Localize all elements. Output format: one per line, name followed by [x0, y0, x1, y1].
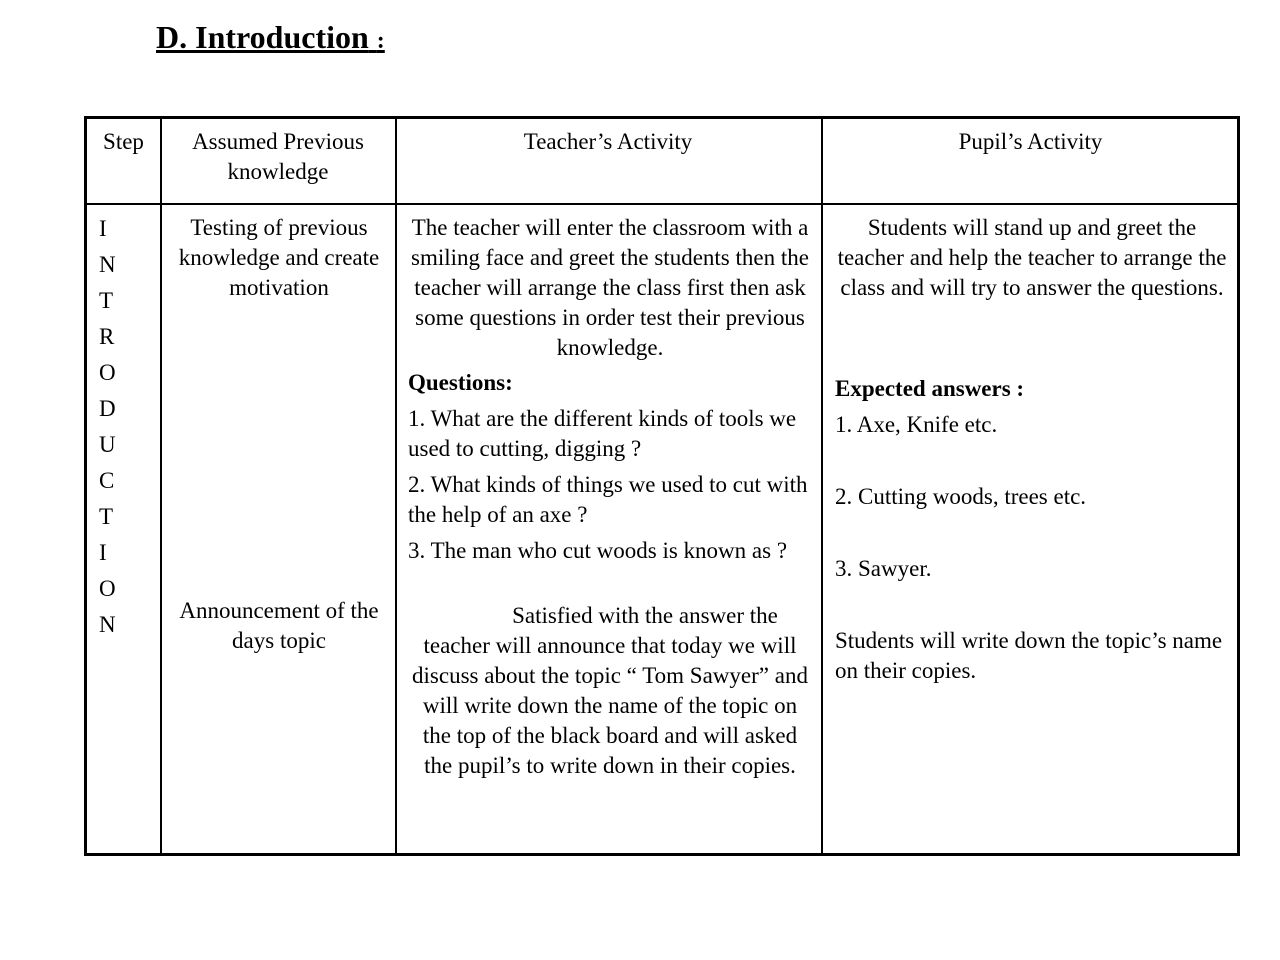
- teacher-intro: The teacher will enter the classroom with a smiling face and greet the students then the teacher will arrange the class first then ask some questions in order test their previous knowledge.: [411, 215, 809, 360]
- teacher-questions-label: Questions:: [408, 370, 513, 395]
- teacher-question-1: 1. What are the different kinds of tools we used to cutting, digging ?: [408, 406, 797, 461]
- pupil-intro: Students will stand up and greet the teacher and help the teacher to arrange the class and will try to answer the questions.: [837, 215, 1227, 300]
- step-letter: C: [99, 468, 115, 493]
- step-letter: R: [99, 324, 115, 349]
- step-letter: D: [99, 396, 116, 421]
- teacher-announcement: Satisfied with the answer the teacher will announce that today we will discuss about the topic “ Tom Sawyer” and will write down the name of the topic on the top of the black board and will asked the pupil’s to write down in their copies.: [412, 603, 808, 778]
- pupil-answer-2: 2. Cutting woods, trees etc.: [835, 484, 1087, 509]
- page-title-text: D. Introduction: [156, 19, 369, 55]
- step-letter: N: [99, 612, 116, 637]
- teacher-question-3: 3. The man who cut woods is known as ?: [408, 538, 788, 563]
- header-assumed-knowledge: Assumed Previous knowledge: [192, 129, 364, 184]
- header-teacher-activity: Teacher’s Activity: [523, 129, 693, 154]
- header-divider: [87, 203, 1237, 205]
- step-letter: T: [99, 504, 114, 529]
- pupil-final: Students will write down the topic’s name on their copies.: [835, 628, 1223, 683]
- column-divider: [821, 119, 823, 853]
- assumed-announcement: Announcement of the days topic: [179, 598, 379, 653]
- lesson-table: [84, 116, 1240, 856]
- header-pupil-activity: Pupil’s Activity: [958, 129, 1103, 154]
- pupil-answers-label: Expected answers :: [835, 376, 1025, 401]
- teacher-question-2: 2. What kinds of things we used to cut with the help of an axe ?: [408, 472, 808, 527]
- column-divider: [395, 119, 397, 853]
- step-letter: I: [99, 216, 107, 241]
- page-title-colon: :: [376, 28, 385, 54]
- step-letter: O: [99, 576, 116, 601]
- assumed-testing-knowledge: Testing of previous knowledge and create motivation: [178, 215, 380, 300]
- step-letter: I: [99, 540, 107, 565]
- page-title: [156, 18, 385, 56]
- step-label-introduction: [99, 211, 139, 643]
- step-letter: U: [99, 432, 116, 457]
- column-divider: [160, 119, 162, 853]
- header-step: Step: [103, 129, 144, 154]
- pupil-answer-3: 3. Sawyer.: [835, 556, 932, 581]
- pupil-answer-1: 1. Axe, Knife etc.: [835, 412, 998, 437]
- step-letter: T: [99, 288, 114, 313]
- step-letter: N: [99, 252, 116, 277]
- step-letter: O: [99, 360, 116, 385]
